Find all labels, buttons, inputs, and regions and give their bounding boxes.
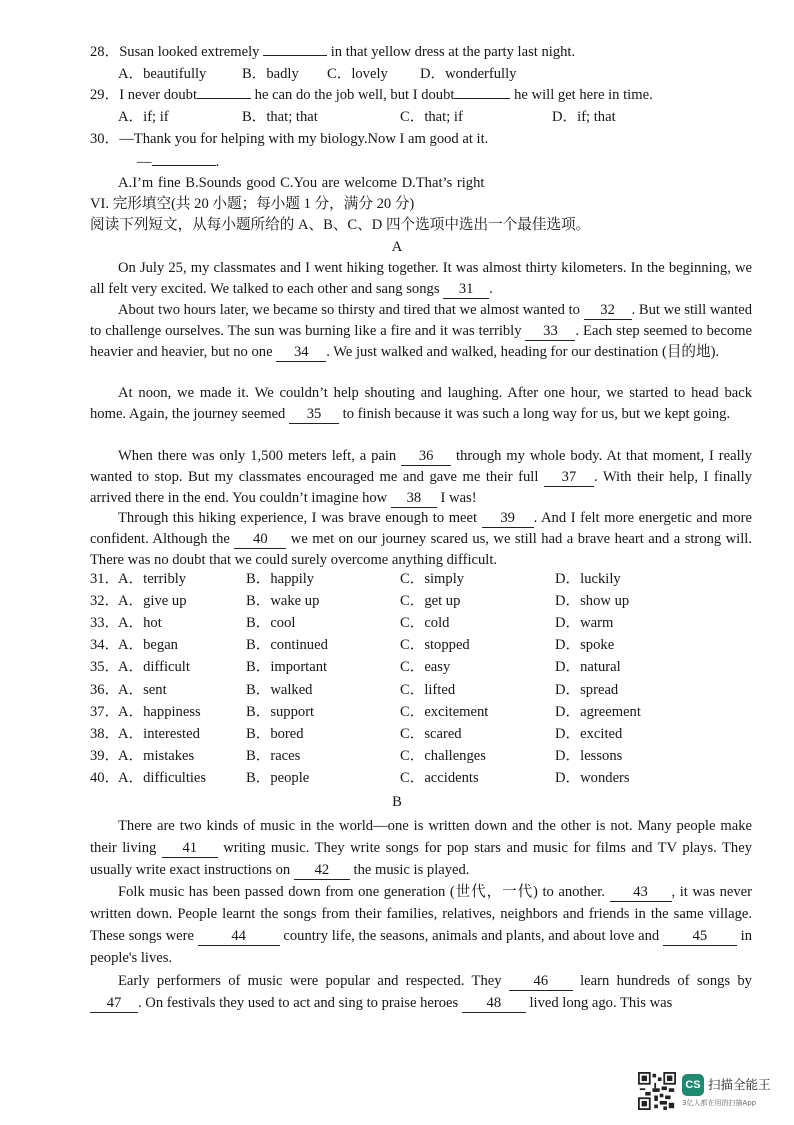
- option-b: B．happily: [246, 571, 315, 587]
- option-d: D．luckily: [555, 571, 621, 587]
- option-b: B．continued: [246, 637, 328, 654]
- q28-option-b: B．badly: [242, 66, 299, 82]
- option-number: 38．: [90, 725, 120, 742]
- q29-option-a: A．if; if: [118, 109, 169, 125]
- passage-a-paragraph-4: When there was only 1,500 meters left, a pain 36 through my whole body. At that moment, I really wanted to stop. But my classmates encouraged me and gave me their full 37 . With their help, I finally arrived there in the end. You couldn’t imagine how 38 I was!: [90, 448, 752, 506]
- option-d: D．spread: [555, 681, 619, 698]
- blank-41: 41: [162, 840, 218, 858]
- option-a: A．difficulties: [118, 769, 207, 786]
- blank-36: 36: [401, 448, 451, 466]
- option-a: A．mistakes: [118, 747, 195, 764]
- q28-option-d: D．wonderfully: [420, 66, 517, 82]
- option-d: D．spoke: [555, 637, 615, 654]
- blank-33: 33: [525, 323, 575, 341]
- option-b: B．races: [246, 747, 301, 764]
- option-d: D．excited: [555, 725, 623, 742]
- answer-blank: [263, 55, 327, 56]
- option-b: B．important: [246, 659, 328, 676]
- option-a: A．happiness: [118, 703, 201, 720]
- option-a: A．sent: [118, 681, 167, 698]
- option-c: C．excitement: [400, 703, 489, 720]
- passage-a-paragraph-5: Through this hiking experience, I was brave enough to meet 39 . And I felt more energetic and more confident. Although the 40 we met on our journey scared us, we still had a brave heart and a strong will. There was no doubt that we could surely overcome anything difficult.: [90, 510, 753, 568]
- question-29: 29．I never doubt he can do the job well, but I doubt he will get here in time.: [90, 87, 653, 103]
- question-28: 28．Susan looked extremely in that yellow dress at the party last night.: [90, 44, 576, 60]
- blank-38: 38: [391, 490, 437, 508]
- option-c: C．get up: [400, 593, 461, 610]
- option-c: C．accidents: [400, 769, 479, 786]
- answer-blank: [454, 98, 510, 99]
- option-number: 35．: [90, 659, 120, 676]
- option-d: D．agreement: [555, 703, 641, 720]
- option-c: C．cold: [400, 615, 450, 632]
- blank-48: 48: [462, 995, 526, 1013]
- passage-a-paragraph-1: On July 25, my classmates and I went hiking together. It was almost thirty kilometers. In the beginning, we all felt very excited. We talked to each other and sang songs 31 .: [90, 260, 752, 297]
- q28-option-c: C．lovely: [327, 66, 388, 82]
- passage-b-paragraph-1: There are two kinds of music in the world—one is written down and the other is not. Many people make their living 41 writing music. They write songs for pop stars and music for films and TV plays. They usually write exact instructions on 42 the music is played.: [90, 818, 752, 878]
- blank-42: 42: [294, 862, 350, 880]
- option-number: 40．: [90, 769, 120, 786]
- blank-47: 47: [90, 995, 138, 1013]
- blank-39: 39: [482, 510, 534, 528]
- blank-45: 45: [663, 928, 737, 946]
- option-d: D．natural: [555, 659, 621, 676]
- passage-a-label: A: [391, 239, 403, 255]
- option-b: B．bored: [246, 725, 304, 742]
- blank-32: 32: [584, 302, 632, 320]
- option-a: A．difficult: [118, 659, 190, 676]
- option-c: C．stopped: [400, 637, 470, 654]
- section-title: VI. 完形填空(共 20 小题；每小题 1 分，满分 20 分): [90, 196, 415, 212]
- option-b: B．people: [246, 769, 310, 786]
- blank-40: 40: [234, 531, 286, 549]
- blank-34: 34: [276, 344, 326, 362]
- q29-option-c: C．that; if: [400, 109, 463, 125]
- option-b: B．support: [246, 703, 315, 720]
- passage-b-paragraph-2: Folk music has been passed down from one generation (世代，一代) to another. 43 , it was never written down. People learnt the songs from their families, relatives, neighbors and friends in the same village. These songs were 44 country life, the seasons, animals and plants, and about love and 45 in people's lives.: [90, 884, 753, 966]
- option-c: C．scared: [400, 725, 462, 742]
- blank-43: 43: [610, 884, 672, 902]
- option-d: D．show up: [555, 593, 630, 610]
- app-name: 扫描全能王: [708, 1077, 771, 1092]
- option-number: 34．: [90, 637, 120, 654]
- blank-35: 35: [289, 406, 339, 424]
- qr-code-icon: [638, 1072, 676, 1110]
- option-d: D．warm: [555, 615, 614, 632]
- option-number: 39．: [90, 747, 120, 764]
- q30-options: A.I’m fine B.Sounds good C.You are welcome D.That’s right: [118, 175, 485, 191]
- option-a: A．began: [118, 637, 178, 654]
- app-tagline: 3亿人都在用的扫描App: [682, 1099, 757, 1107]
- option-a: A．give up: [118, 593, 187, 610]
- q28-option-a: A．beautifully: [118, 66, 207, 82]
- blank-44: 44: [198, 928, 280, 946]
- option-a: A．terribly: [118, 571, 187, 587]
- option-d: D．lessons: [555, 747, 623, 764]
- blank-31: 31: [443, 281, 489, 299]
- answer-blank: [152, 165, 216, 166]
- option-c: C．challenges: [400, 747, 486, 764]
- question-30: 30．—Thank you for helping with my biology.Now I am good at it.: [90, 131, 489, 147]
- option-number: 31．: [90, 571, 120, 587]
- section-instruction: 阅读下列短文，从每小题所给的 A、B、C、D 四个选项中选出一个最佳选项。: [90, 217, 591, 233]
- option-b: B．walked: [246, 681, 313, 698]
- camscanner-logo: CS: [682, 1074, 704, 1096]
- blank-46: 46: [509, 973, 573, 991]
- option-b: B．cool: [246, 615, 296, 632]
- option-b: B．wake up: [246, 593, 320, 610]
- option-a: A．hot: [118, 615, 162, 632]
- passage-a-paragraph-3: At noon, we made it. We couldn’t help shouting and laughing. After one hour, we started to head back home. Again, the journey seemed 35 to finish because it was such a long way for us, but we kept going.: [90, 385, 752, 422]
- option-c: C．lifted: [400, 681, 456, 698]
- passage-b-label: B: [392, 794, 402, 810]
- answer-blank: [197, 98, 251, 99]
- option-number: 32．: [90, 593, 120, 610]
- option-number: 37．: [90, 703, 120, 720]
- option-c: C．simply: [400, 571, 465, 587]
- q29-option-b: B．that; that: [242, 109, 318, 125]
- q29-option-d: D．if; that: [552, 109, 616, 125]
- blank-37: 37: [544, 469, 594, 487]
- passage-b-paragraph-3: Early performers of music were popular and respected. They 46 learn hundreds of songs by 47 . On festivals they used to act and sing to praise heroes 48 lived long ago. This was: [90, 970, 752, 1014]
- option-number: 36．: [90, 681, 120, 698]
- option-c: C．easy: [400, 659, 451, 676]
- passage-a-paragraph-2: About two hours later, we became so thirsty and tired that we almost wanted to 32 . But we still wanted to challenge ourselves. The sun was burning like a fire and it was terribly 33 . Each step seemed to become heavier and heavier, but no one 34 . We just walked and walked, heading for our destination (目的地).: [90, 302, 752, 360]
- option-number: 33．: [90, 615, 120, 632]
- option-d: D．wonders: [555, 769, 630, 786]
- q30-reply: — .: [137, 154, 220, 170]
- option-a: A．interested: [118, 725, 200, 742]
